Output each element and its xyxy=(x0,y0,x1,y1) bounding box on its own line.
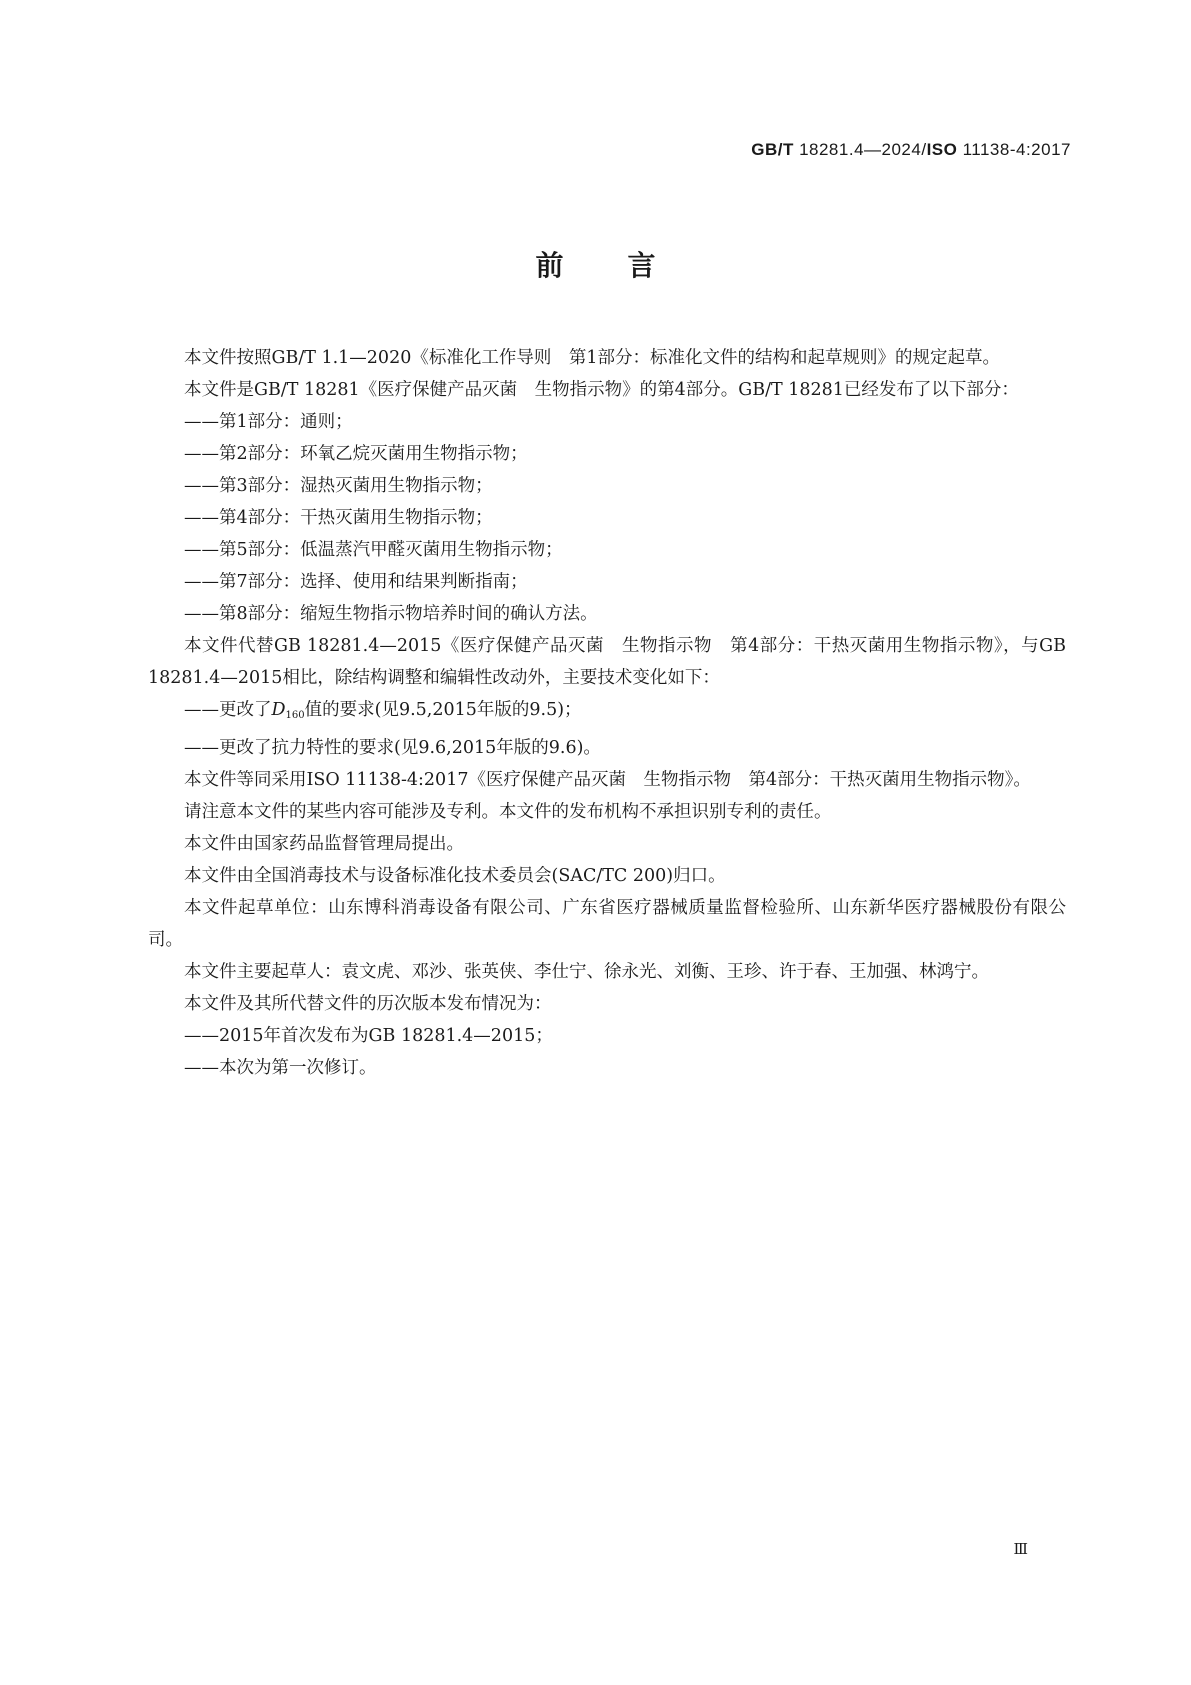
paragraph: 请注意本文件的某些内容可能涉及专利。本文件的发布机构不承担识别专利的责任。 xyxy=(184,802,832,822)
d-letter: D xyxy=(271,700,286,720)
paragraph: 本文件代替GB 18281.4—2015《医疗保健产品灭菌 生物指示物 第4部分：干热灭菌用生物指示物》，与GB 18281.4—2015相比，除结构调整和编辑性改动外，主要技术变化如下： xyxy=(148,636,1066,688)
list-item: ——第4部分：干热灭菌用生物指示物； xyxy=(184,508,493,528)
paragraph: 本文件主要起草人：袁文虎、邓沙、张英侠、李仕宁、徐永光、刘衡、王珍、许于春、王加强、林鸿宁。 xyxy=(184,962,989,982)
d160-suffix: 值的要求(见9.5,2015年版的9.5)； xyxy=(304,700,582,720)
paragraph: 本文件起草单位：山东博科消毒设备有限公司、广东省医疗器械质量监督检验所、山东新华医疗器械股份有限公司。 xyxy=(148,898,1066,950)
list-item: ——第2部分：环氧乙烷灭菌用生物指示物； xyxy=(184,444,528,464)
list-item: ——第5部分：低温蒸汽甲醛灭菌用生物指示物； xyxy=(184,540,563,560)
paragraph: 本文件是GB/T 18281《医疗保健产品灭菌 生物指示物》的第4部分。GB/T 18281已经发布了以下部分： xyxy=(184,380,1019,400)
list-item: ——2015年首次发布为GB 18281.4—2015； xyxy=(184,1026,553,1046)
paragraph: 本文件等同采用ISO 11138-4:2017《医疗保健产品灭菌 生物指示物 第4部分：干热灭菌用生物指示物》。 xyxy=(184,770,1031,790)
list-item: ——本次为第一次修订。 xyxy=(184,1058,377,1078)
d-subscript: 160 xyxy=(285,710,305,721)
foreword-body xyxy=(148,342,1066,1084)
d160-prefix: ——更改了 xyxy=(184,700,272,720)
list-item: ——第7部分：选择、使用和结果判断指南； xyxy=(184,572,528,592)
code-prefix: GB/T xyxy=(751,140,794,159)
list-item-d160 xyxy=(148,694,1066,732)
code-number: 18281.4—2024/ xyxy=(793,140,927,159)
list-item: ——第3部分：湿热灭菌用生物指示物； xyxy=(184,476,493,496)
paragraph: 本文件由国家药品监督管理局提出。 xyxy=(184,834,464,854)
document-code xyxy=(751,140,1071,160)
list-item: ——第1部分：通则； xyxy=(184,412,353,432)
paragraph: 本文件由全国消毒技术与设备标准化技术委员会(SAC/TC 200)归口。 xyxy=(184,866,726,886)
list-item: ——更改了抗力特性的要求(见9.6,2015年版的9.6)。 xyxy=(184,738,601,758)
list-item: ——第8部分：缩短生物指示物培养时间的确认方法。 xyxy=(184,604,598,624)
code-iso-number: 11138-4:2017 xyxy=(957,140,1071,159)
code-iso: ISO xyxy=(926,140,958,159)
page-number: Ⅲ xyxy=(1013,1540,1028,1558)
page-title: 前言 xyxy=(535,249,720,282)
paragraph: 本文件按照GB/T 1.1—2020《标准化工作导则 第1部分：标准化文件的结构和起草规则》的规定起草。 xyxy=(184,348,1000,368)
paragraph: 本文件及其所代替文件的历次版本发布情况为： xyxy=(184,994,552,1014)
